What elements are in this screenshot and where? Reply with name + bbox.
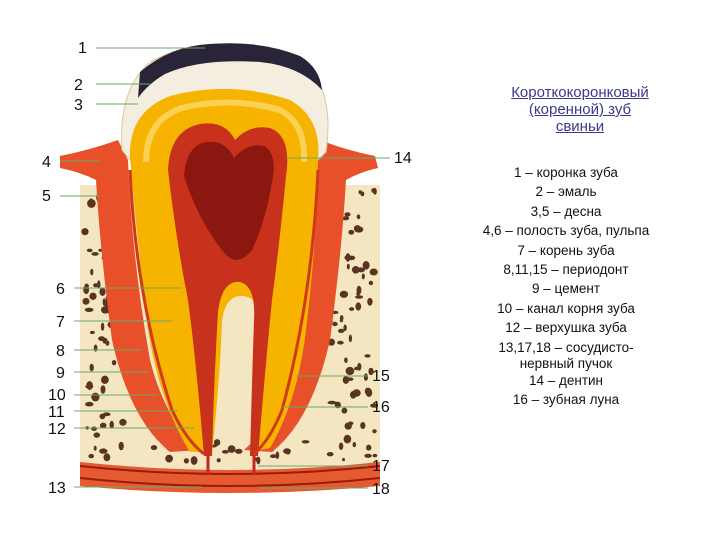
bone-cavity: [99, 288, 105, 296]
callout-18: 18: [372, 481, 390, 498]
bone-cavity: [165, 455, 173, 463]
bone-cavity: [119, 442, 124, 451]
bone-cavity: [191, 456, 198, 465]
bone-cavity: [88, 454, 94, 458]
legend-item: 14 – дентин: [528, 373, 604, 389]
legend-item: 1 – коронка зуба: [514, 165, 618, 180]
callout-2: 2: [74, 77, 83, 94]
bone-cavity: [184, 458, 189, 463]
bone-cavity: [87, 249, 93, 253]
bone-cavity: [372, 429, 376, 433]
bone-cavity: [338, 329, 344, 333]
bone-cavity: [83, 298, 90, 305]
bone-cavity: [369, 281, 373, 285]
legend-item: 8,11,15 – периодонт: [503, 262, 629, 278]
callout-8: 8: [56, 343, 65, 360]
bone-cavity: [228, 445, 236, 453]
bone-cavity: [91, 252, 98, 256]
bone-cavity: [327, 452, 334, 456]
title-line-3: свиньи: [555, 118, 605, 135]
bone-cavity: [94, 446, 97, 451]
diagram-title: [470, 84, 690, 135]
bone-cavity: [365, 388, 372, 395]
bone-cavity: [342, 458, 345, 461]
legend-item: 7 – корень зуба: [517, 242, 615, 258]
bone-cavity: [99, 448, 107, 453]
bone-cavity: [256, 457, 260, 465]
bone-cavity: [352, 389, 360, 396]
bone-cavity: [373, 188, 377, 195]
bone-cavity: [85, 402, 93, 407]
callout-7: 7: [56, 314, 65, 331]
callout-17: 17: [372, 458, 390, 475]
bone-cavity: [112, 360, 117, 365]
bone-cavity: [355, 295, 363, 299]
callout-10: 10: [48, 387, 66, 404]
bone-cavity: [364, 454, 372, 458]
bone-cavity: [106, 340, 110, 345]
legend-item: нервный пучок: [519, 356, 613, 372]
callout-3: 3: [74, 97, 83, 114]
bone-cavity: [332, 322, 338, 326]
callout-12: 12: [48, 421, 66, 438]
bone-cavity: [119, 419, 126, 426]
bone-cavity: [357, 286, 362, 295]
title-line-1: Короткокоронковый: [511, 84, 649, 101]
bone-cavity: [101, 385, 106, 394]
callout-6: 6: [56, 281, 65, 298]
bone-cavity: [370, 269, 378, 276]
bone-cavity: [362, 273, 365, 279]
callout-4: 4: [42, 154, 51, 171]
bone-cavity: [94, 345, 98, 352]
bone-cavity: [357, 214, 361, 219]
bone-cavity: [344, 357, 348, 363]
bone-cavity: [357, 363, 361, 371]
bone-cavity: [270, 454, 277, 458]
callout-11: 11: [48, 404, 65, 421]
bone-cavity: [90, 331, 95, 334]
bone-cavity: [344, 256, 348, 260]
bone-cavity: [366, 445, 371, 451]
bone-cavity: [344, 435, 352, 444]
bone-cavity: [94, 432, 101, 437]
bone-cavity: [340, 291, 348, 298]
bone-cavity: [361, 191, 365, 196]
bone-cavity: [93, 283, 98, 287]
legend-item: 13,17,18 – сосудисто-: [498, 339, 634, 355]
bone-cavity: [337, 341, 344, 345]
bone-cavity: [85, 308, 94, 312]
bone-cavity: [345, 423, 352, 430]
bone-cavity: [339, 443, 343, 450]
bone-cavity: [89, 293, 96, 300]
bone-cavity: [355, 302, 361, 310]
bone-cavity: [364, 373, 368, 380]
legend-item: 3,5 – десна: [530, 203, 602, 219]
bone-cavity: [360, 422, 365, 429]
bone-cavity: [86, 381, 93, 390]
bone-cavity: [91, 427, 97, 431]
legend-item: 16 – зубная луна: [512, 392, 620, 408]
bone-cavity: [364, 354, 370, 357]
bone-cavity: [101, 323, 104, 331]
bone-cavity: [90, 364, 94, 371]
bone-cavity: [363, 261, 370, 270]
bone-cavity: [99, 338, 107, 342]
legend: [455, 163, 677, 410]
bone-cavity: [90, 269, 93, 276]
bone-cavity: [104, 453, 111, 461]
bone-cavity: [367, 298, 372, 306]
legend-item: 2 – эмаль: [535, 184, 597, 200]
callout-5: 5: [42, 188, 51, 205]
bone-cavity: [342, 408, 348, 414]
bone-cavity: [81, 228, 88, 235]
bone-cavity: [355, 226, 363, 232]
bone-cavity: [340, 319, 343, 323]
legend-item: 12 – верхушка зуба: [505, 320, 627, 336]
bone-cavity: [91, 393, 99, 402]
bone-cavity: [101, 376, 109, 384]
bone-cavity: [347, 264, 350, 270]
bone-cavity: [83, 285, 89, 294]
bone-cavity: [151, 445, 157, 450]
callout-9: 9: [56, 365, 65, 382]
bone-cavity: [348, 230, 354, 235]
legend-item: 10 – канал корня зуба: [497, 300, 635, 316]
bone-cavity: [217, 458, 221, 462]
bone-cavity: [103, 412, 111, 416]
bone-cavity: [222, 450, 229, 454]
callout-1: 1: [78, 40, 87, 57]
bone-cavity: [302, 440, 310, 443]
bone-cavity: [283, 448, 291, 454]
bone-cavity: [349, 307, 354, 311]
bone-cavity: [343, 325, 346, 332]
callout-14: 14: [394, 150, 412, 167]
callout-16: 16: [372, 399, 390, 416]
title-line-2: (коренной) зуб: [528, 101, 632, 118]
bone-cavity: [214, 439, 220, 446]
bone-cavity: [352, 266, 360, 274]
bone-cavity: [344, 212, 350, 216]
bone-cavity: [353, 442, 357, 447]
bone-cavity: [89, 199, 92, 202]
bone-cavity: [349, 335, 352, 343]
bone-cavity: [346, 367, 355, 375]
bone-cavity: [235, 449, 243, 454]
bone-cavity: [343, 376, 349, 384]
bone-cavity: [328, 401, 337, 405]
bone-cavity: [373, 454, 378, 457]
callout-15: 15: [372, 368, 390, 385]
callout-13: 13: [48, 480, 66, 497]
legend-item: 9 – цемент: [531, 281, 601, 297]
legend-item: 4,6 – полость зуба, пульпа: [482, 223, 650, 239]
